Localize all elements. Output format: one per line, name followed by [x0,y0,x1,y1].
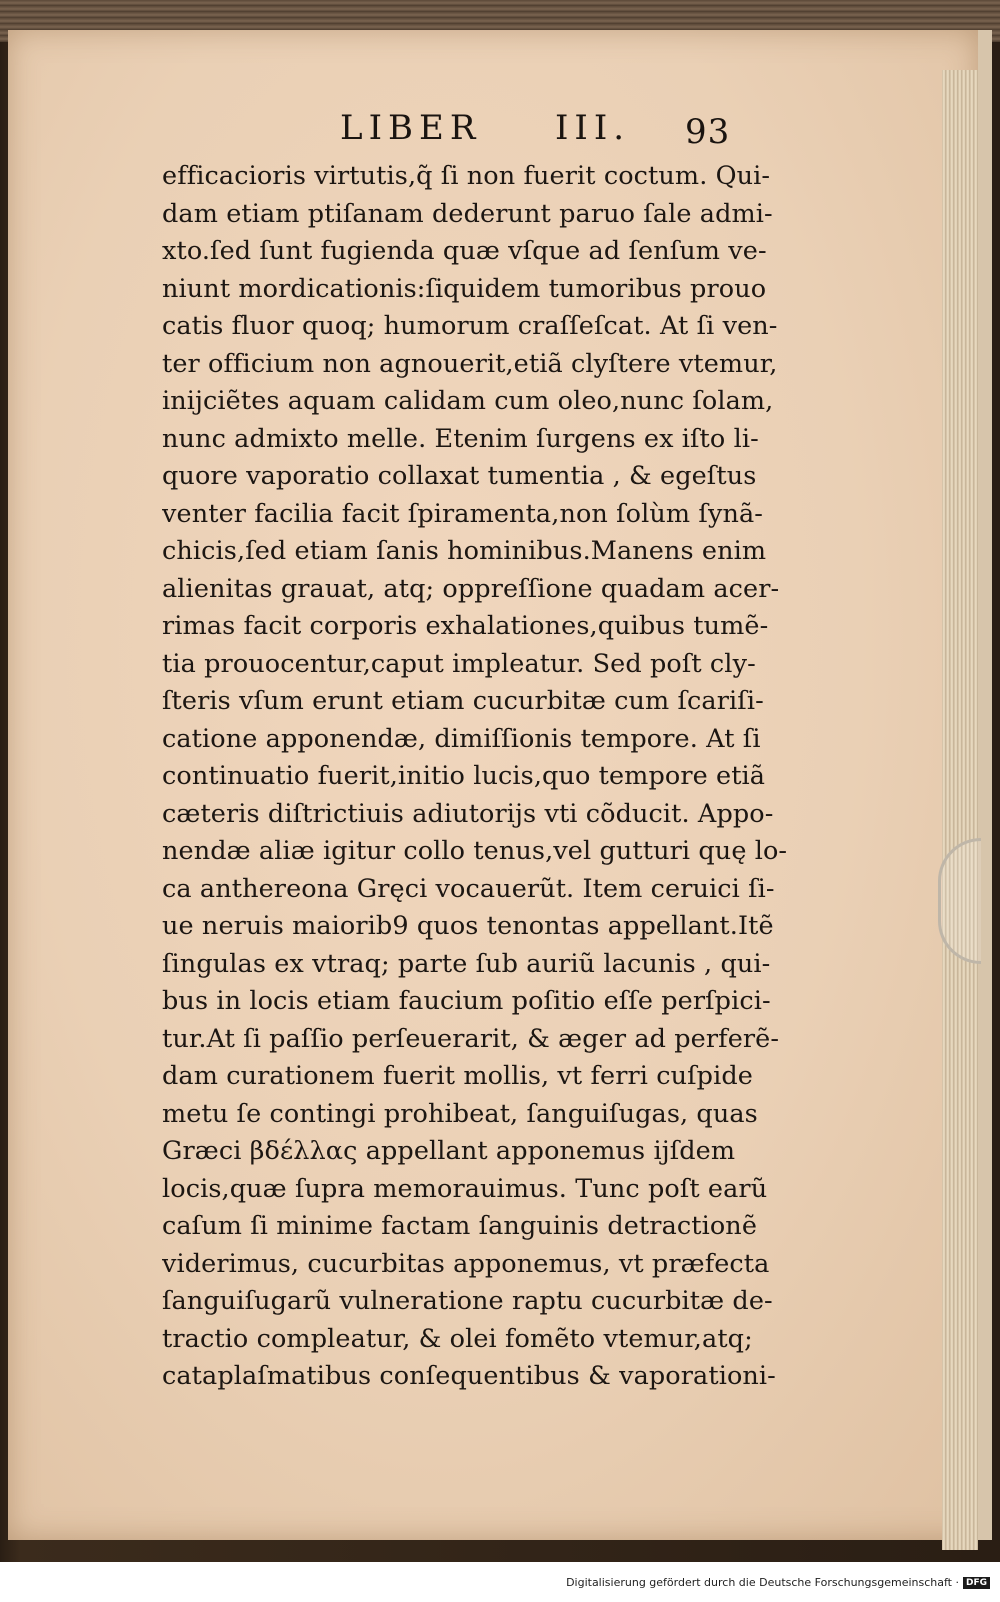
text-line: dam curationem fuerit mollis, vt ferri cuſpide [162,1061,753,1091]
dfg-logo-icon: DFG [963,1577,990,1589]
text-line: venter facilia facit ſpiramenta,non ſolùm ſynã- [162,498,763,529]
text-line: metu ſe contingi prohibeat, ſanguiſugas, quas [162,1098,758,1129]
text-line: ter officium non agnouerit,etiã clyſtere vtemur, [162,348,778,379]
text-line: cæteris diſtrictiuis adiutorijs vti cõducit. Appo- [162,798,774,829]
text-line: locis,quæ ſupra memorauimus. Tunc poſt earũ [162,1173,768,1204]
text-line: continuatio fuerit,initio lucis,quo tempore etiã [162,761,766,791]
text-line: nendæ aliæ igitur collo tenus,vel gutturi quę lo- [162,836,788,866]
text-line: cataplaſmatibus conſequentibus & vaporationi- [162,1361,776,1391]
body-text [162,158,802,1396]
running-title: LIBER [340,108,482,148]
text-line: ſanguiſugarũ vulneratione raptu cucurbitæ de- [162,1286,773,1316]
text-line: bus in locis etiam faucium poſitio eſſe perſpici- [162,986,771,1016]
text-line: ca anthereona Gręci vocauerũt. Item ceruici ſi- [162,873,775,904]
text-line: tur.At ſi paſſio perſeuerarit, & æger ad perferẽ- [162,1023,780,1054]
footer-credit [566,1576,990,1589]
text-line: nunc admixto melle. Etenim ſurgens ex iſto li- [162,423,759,454]
text-line: dam etiam ptiſanam dederunt paruo ſale admi- [162,198,773,229]
folio-number: 93 [685,112,731,152]
text-line: efficacioris virtutis,q̃ ſi non fuerit coctum. Qui- [162,161,771,191]
text-line: ſteris vſum erunt etiam cucurbitæ cum ſcariſi- [162,686,764,716]
text-line: niunt mordicationis:ſiquidem tumoribus prouo [162,273,767,304]
text-line: rimas facit corporis exhalationes,quibus tumẽ- [162,611,769,641]
text-line: viderimus, cucurbitas apponemus, vt præfecta [162,1248,770,1279]
footer-bar [0,1562,1000,1602]
running-header [340,108,740,152]
book-number: III. [555,108,631,148]
text-line: ſingulas ex vtraq; parte ſub auriũ lacunis , qui- [162,948,771,979]
footer-credit-text: Digitalisierung gefördert durch die Deutsche Forschungsgemeinschaft · [566,1576,959,1589]
text-line: tia prouocentur,caput impleatur. Sed poſt cly- [162,648,756,679]
text-line: quore vaporatio collaxat tumentia , & egeſtus [162,461,757,491]
text-line: ue neruis maiorib9 quos tenontas appellant.Itẽ [162,911,774,941]
text-line: catione apponendæ, dimiſſionis tempore. At ſi [162,723,761,754]
text-line: catis fluor quoq; humorum craſſeſcat. At ſi ven- [162,311,778,341]
page-edges [942,70,978,1550]
text-line: xto.ſed ſunt fugienda quæ vſque ad ſenſum ve- [162,236,767,266]
text-line: alienitas grauat, atq; oppreſſione quadam acer- [162,573,780,604]
text-line: chicis,ſed etiam ſanis hominibus.Manens enim [162,536,767,566]
page-clip [938,838,981,964]
text-line: Græci βδέλλας appellant apponemus ijſdem [162,1136,736,1166]
text-line: inijciẽtes aquam calidam cum oleo,nunc ſolam, [162,386,774,416]
text-line: tractio compleatur, & olei fomẽto vtemur,atq; [162,1323,753,1354]
text-line: caſum ſi minime factam ſanguinis detractionẽ [162,1211,758,1241]
